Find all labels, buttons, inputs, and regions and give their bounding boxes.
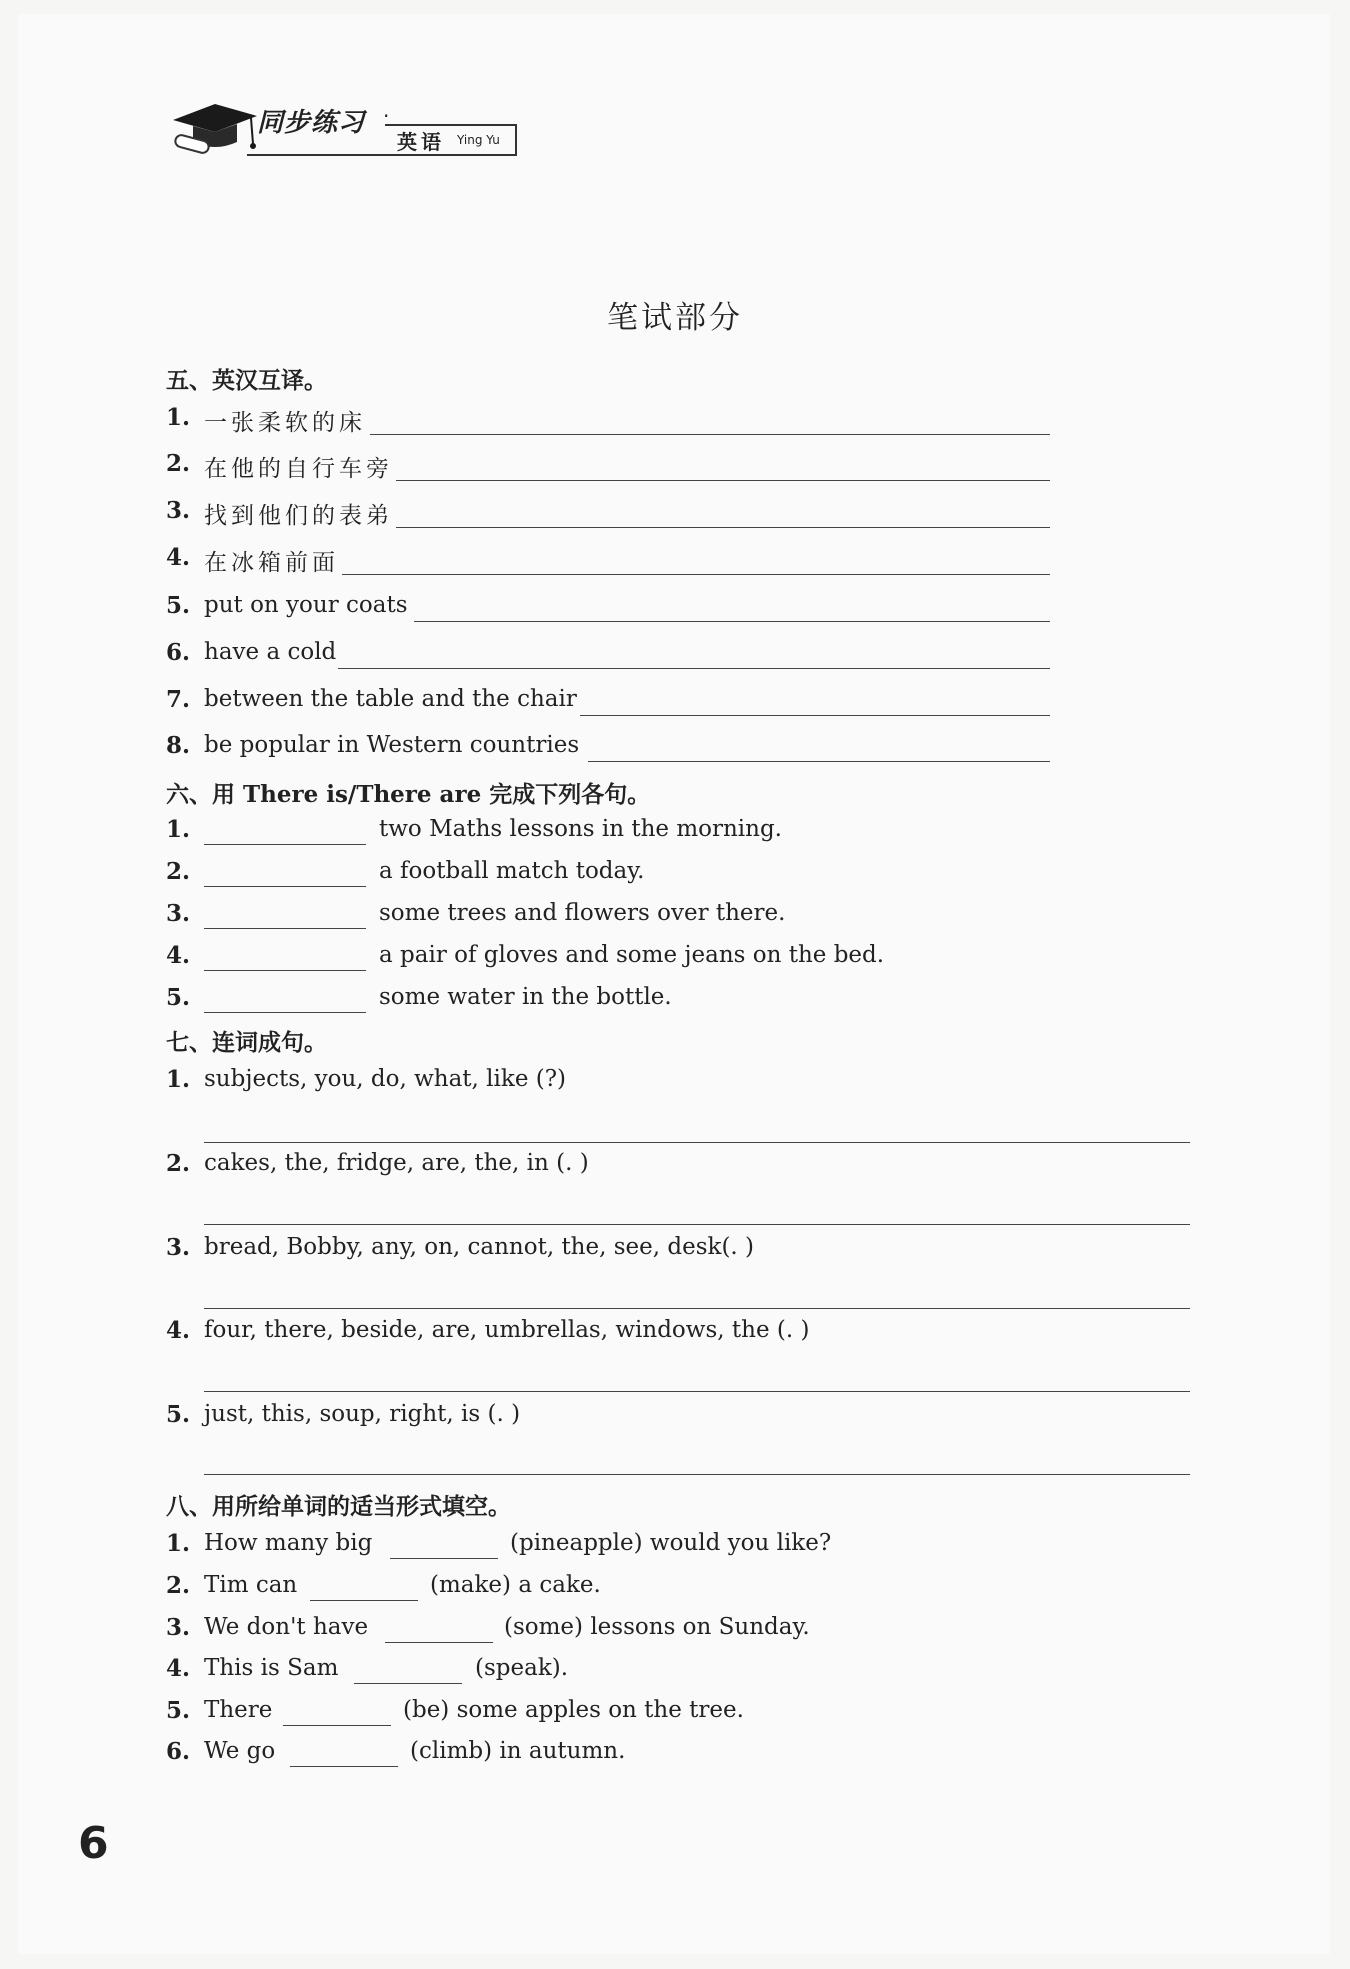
blank-line[interactable] xyxy=(204,970,366,971)
subject-pinyin: Ying Yu xyxy=(457,133,500,147)
item-number: 5. xyxy=(166,984,191,1011)
item-text: be popular in Western countries xyxy=(204,732,580,758)
item-pre: There xyxy=(204,1697,273,1723)
answer-line[interactable] xyxy=(396,480,1050,481)
item-number: 1. xyxy=(166,1066,191,1093)
blank-line[interactable] xyxy=(310,1600,418,1601)
item-pre: We don't have xyxy=(204,1614,369,1640)
answer-line[interactable] xyxy=(204,1474,1190,1475)
blank-line[interactable] xyxy=(204,844,366,845)
item-text: some trees and flowers over there. xyxy=(379,900,786,926)
blank-line[interactable] xyxy=(385,1642,493,1643)
item-number: 2. xyxy=(166,1572,191,1599)
item-text: 一张柔软的床 xyxy=(204,410,366,436)
item-post: (make) a cake. xyxy=(430,1572,601,1598)
item-number: 1. xyxy=(166,1530,191,1557)
item-number: 5. xyxy=(166,1697,191,1724)
item-text: two Maths lessons in the morning. xyxy=(379,816,782,842)
item-pre: We go xyxy=(204,1738,276,1764)
item-pre: This is Sam xyxy=(204,1655,339,1681)
blank-line[interactable] xyxy=(204,1012,366,1013)
section-7-heading: 七、连词成句。 xyxy=(166,1030,327,1056)
page-number: 6 xyxy=(78,1818,109,1869)
answer-line[interactable] xyxy=(588,761,1050,762)
answer-line[interactable] xyxy=(338,668,1050,669)
item-number: 7. xyxy=(166,686,191,713)
blank-line[interactable] xyxy=(390,1558,498,1559)
answer-line[interactable] xyxy=(204,1224,1190,1225)
answer-line[interactable] xyxy=(204,1308,1190,1309)
brand-dot: · xyxy=(383,104,390,128)
answer-line[interactable] xyxy=(396,527,1050,528)
item-number: 3. xyxy=(166,1234,191,1261)
blank-line[interactable] xyxy=(204,928,366,929)
item-text: bread, Bobby, any, on, cannot, the, see, desk(. ) xyxy=(204,1234,755,1260)
item-number: 6. xyxy=(166,1738,191,1765)
answer-line[interactable] xyxy=(414,621,1050,622)
item-number: 5. xyxy=(166,1401,191,1428)
item-number: 3. xyxy=(166,900,191,927)
item-number: 3. xyxy=(166,1614,191,1641)
blank-line[interactable] xyxy=(283,1725,391,1726)
item-number: 4. xyxy=(166,1655,191,1682)
item-post: (be) some apples on the tree. xyxy=(403,1697,744,1723)
blank-line[interactable] xyxy=(354,1683,462,1684)
answer-line[interactable] xyxy=(204,1142,1190,1143)
item-number: 3. xyxy=(166,497,191,524)
item-number: 4. xyxy=(166,942,191,969)
section-6-heading xyxy=(166,776,650,809)
heading-post: 完成下列各句。 xyxy=(481,782,651,808)
subject-box xyxy=(385,124,517,156)
answer-line[interactable] xyxy=(342,574,1050,575)
item-number: 8. xyxy=(166,732,191,759)
item-text: cakes, the, fridge, are, the, in (. ) xyxy=(204,1150,589,1176)
item-text: between the table and the chair xyxy=(204,686,577,712)
answer-line[interactable] xyxy=(370,434,1050,435)
answer-line[interactable] xyxy=(580,715,1050,716)
item-text: subjects, you, do, what, like (?) xyxy=(204,1066,567,1092)
item-text: put on your coats xyxy=(204,592,408,618)
item-number: 2. xyxy=(166,858,191,885)
header-underline xyxy=(247,154,467,156)
item-text: have a cold xyxy=(204,639,337,665)
item-text: a pair of gloves and some jeans on the bed. xyxy=(379,942,885,968)
item-post: (some) lessons on Sunday. xyxy=(504,1614,810,1640)
item-text: four, there, beside, are, umbrellas, windows, the (. ) xyxy=(204,1317,810,1343)
subject-label: 英语 xyxy=(397,130,445,154)
heading-pre: 六、用 xyxy=(166,782,244,808)
section-5-heading: 五、英汉互译。 xyxy=(166,368,327,394)
item-post: (pineapple) would you like? xyxy=(510,1530,832,1556)
item-number: 1. xyxy=(166,404,191,431)
item-post: (climb) in autumn. xyxy=(410,1738,626,1764)
item-text: some water in the bottle. xyxy=(379,984,672,1010)
graduation-cap-icon xyxy=(165,92,265,162)
answer-line[interactable] xyxy=(204,1391,1190,1392)
book-header xyxy=(165,92,525,167)
item-post: (speak). xyxy=(475,1655,569,1681)
section-8-heading: 八、用所给单词的适当形式填空。 xyxy=(166,1494,511,1520)
blank-line[interactable] xyxy=(204,886,366,887)
item-number: 1. xyxy=(166,816,191,843)
brand-title: 同步练习 xyxy=(257,108,366,138)
item-number: 4. xyxy=(166,544,191,571)
item-text: 在他的自行车旁 xyxy=(204,456,393,482)
item-number: 4. xyxy=(166,1317,191,1344)
item-pre: Tim can xyxy=(204,1572,298,1598)
item-number: 2. xyxy=(166,1150,191,1177)
item-text: 在冰箱前面 xyxy=(204,550,339,576)
item-number: 6. xyxy=(166,639,191,666)
heading-en: There is/There are xyxy=(243,781,482,808)
item-number: 5. xyxy=(166,592,191,619)
page-title: 笔试部分 xyxy=(607,300,743,336)
blank-line[interactable] xyxy=(290,1766,398,1767)
item-pre: How many big xyxy=(204,1530,373,1556)
item-text: a football match today. xyxy=(379,858,645,884)
item-text: 找到他们的表弟 xyxy=(204,503,393,529)
item-text: just, this, soup, right, is (. ) xyxy=(204,1401,521,1427)
item-number: 2. xyxy=(166,450,191,477)
